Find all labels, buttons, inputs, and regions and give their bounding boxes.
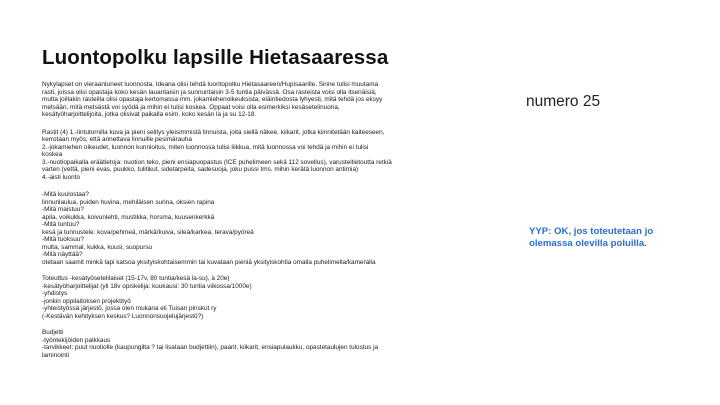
text-line: 2.-jokamiehen oikeudet, luonnon kunnioitus, miten luonnossa tulisi liikkua, mitä luonnossa voi tehdä ja mihin ei tulisi — [42, 143, 369, 151]
review-comment — [529, 226, 709, 250]
text-line: varten (vettä, pieni evas, puukko, tulitikut, sidetarpeita, sadesuoja, joku pussi tms. mihin kerätä luonnon antimia) — [42, 166, 359, 173]
text-line: -Mitä näyttää? — [42, 251, 83, 258]
text-line: -kesätyöharjoittelijat (yli 18v opiskelija: kuukausi: 30 tuntia viikossa/1000e) — [42, 282, 252, 290]
text-line: -Mitä maistuu? — [42, 206, 84, 213]
text-line: apila, voikukka, koivunlehti, mustikka, horsma, kuusenkerkkä — [42, 213, 215, 221]
text-line: Budjetti — [42, 329, 64, 336]
text-line: rasti, joissa olisi opastaja koko kesän lauantaisin ja sunnuntaisin 3-5 tuntia päivässä. Osa rasteista voisi olla itsenäisiä, — [42, 88, 377, 96]
text-line: linnunlaulua, puiden huvina, mehiläisen surina, oksien rapina — [42, 198, 215, 206]
text-line: 4.-aisti luonto — [42, 173, 81, 181]
text-line: kesä ja tunnustele: kova/pehmeä, märkä/kuiva, sileä/karkea, terava/pyöreä — [42, 228, 254, 236]
text-line: Rastit (4) 1.-lintutornilla kuva ja pieni selitys yleisimmistä linnuista, joita siellä näkee, kiikarit, jotka kiinnitetään kaiteeseen, — [42, 128, 385, 136]
text-line: metsään, mitä metsästä voi syödä ja mihin ei tulisi koskea. Oppaat voisi olla esimerkiksi kesäsetelinuoria, — [42, 103, 340, 111]
proposal-body — [42, 81, 482, 366]
implementation-paragraph — [42, 275, 482, 320]
senses-paragraph — [42, 191, 482, 266]
text-line: multa, sammal, kukka, kuusi, suopursu — [42, 243, 153, 251]
text-line: laminointi — [42, 351, 69, 359]
intro-paragraph — [42, 81, 482, 119]
text-line: otetaan saamit minkä lapi katsoa yksityiskohtaisemmin tai kuvataan pieniä yksityiskohtia omalla puhelimella/kameralla — [42, 258, 376, 266]
checkpoints-paragraph — [42, 129, 482, 182]
text-line: -työntekijöiden palkkaus — [42, 336, 111, 344]
text-line: koskea — [42, 151, 63, 158]
text-line: -tarvikkeet: puut nuotiolle (kaupungilta ? tai lisataan budjettiin), paarit, kiikarit, ensiapulaukku, opastetaulujen tulostus ja — [42, 344, 379, 351]
proposal-number: numero 25 — [526, 93, 601, 110]
text-line: -Mitä tuntuu? — [42, 221, 80, 228]
text-line: -yhteistyössä järjestö, jossa olen mukana eli Tuisan pinskut ry — [42, 305, 217, 312]
text-line: 3.-nuotiopaikalla eräätietoja: nuotion teko, pieni ensiapuopastus (ICE puhelimeen sekä 112 sovellus), varusteitietoutta retkiä — [42, 158, 392, 166]
text-line: -jonkin oppilaitoksen projektityö — [42, 297, 131, 305]
text-line: mutta joillakin rasteilla olisi opastaja kertomassa mm. jokamiehenoikeuksista, eläintiedosta lyhyesti, mitä tehdä jos eksyy — [42, 96, 383, 103]
comment-line: olemassa olevilla poluilla. — [529, 238, 647, 249]
text-line: kerrotaan myös, että annettava linnuille pesimärauha — [42, 136, 192, 143]
text-line: (-Kestävän kehityksen keskus? Luonnonsuojelujärjestö?) — [42, 312, 204, 320]
text-line: Toteuttus -kesätyösetelilaiset (15-17v, 80 tuntia/kesä la-su), à 20e) — [42, 275, 230, 282]
comment-line: YYP: OK, jos toteutetaan jo — [529, 226, 654, 237]
text-line: -Mitä tuoksuu? — [42, 236, 84, 243]
text-line: -Mitä kuulostaa? — [42, 191, 89, 198]
slide-title: Luontopolku lapsille Hietasaaressa — [42, 46, 389, 69]
text-line: kesätyöharjoittelijoita, jotka olisivat paikalla esim. koko kesän la ja su 12-18. — [42, 111, 257, 118]
text-line: Nykylapset on vieraantuneet luonnosta. Ideana olisi tehdä luontopolku Hietasaareen/Hupisaarille. Sinne tulisi muutama — [42, 81, 379, 88]
text-line: -yhdistys — [42, 290, 68, 297]
budget-paragraph — [42, 329, 482, 359]
